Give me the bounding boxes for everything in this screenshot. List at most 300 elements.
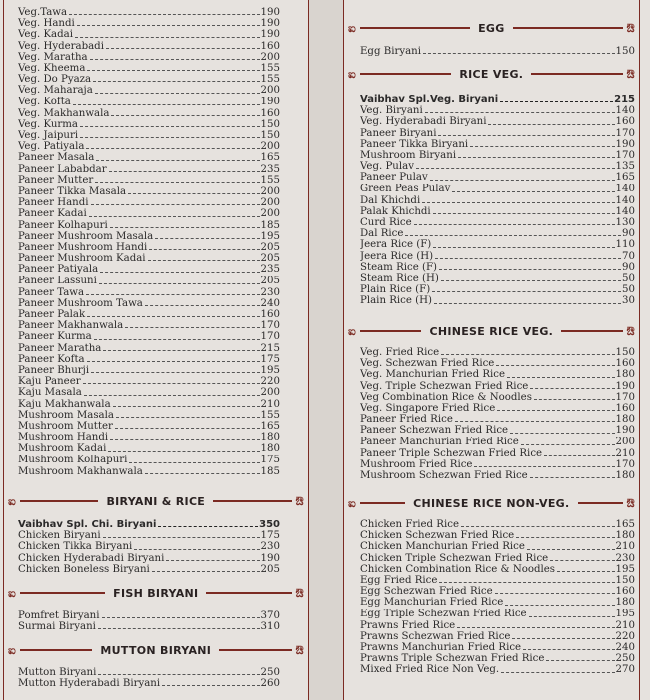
section-heading-egg: ಐ EGG ಔ <box>348 20 636 35</box>
leader-dots <box>103 350 259 351</box>
menu-item-name: Chicken Manchurian Fried Rice <box>360 541 525 553</box>
menu-item-name: Veg. Schezwan Fried Rice <box>360 358 495 370</box>
menu-item-name: Jeera Rice (F) <box>360 239 432 251</box>
menu-item-price: 160 <box>260 309 280 321</box>
leader-dots <box>425 112 615 113</box>
menu-item-name: Surmai Biryani <box>18 621 96 633</box>
leader-dots <box>108 451 259 452</box>
menu-item-price: 155 <box>260 74 280 86</box>
leader-dots <box>103 537 260 538</box>
menu-item-price: 195 <box>615 563 635 575</box>
menu-item <box>18 410 280 421</box>
menu-item <box>18 29 280 40</box>
leader-dots <box>430 180 615 181</box>
menu-item-name: Paneer Mutter <box>18 174 94 186</box>
menu-item-price: 250 <box>260 667 280 678</box>
leader-dots <box>441 280 621 281</box>
menu-item-name: Plain Rice (F) <box>360 284 431 296</box>
menu-item <box>18 365 280 376</box>
leader-dots <box>83 383 260 384</box>
menu-item-price: 150 <box>615 347 635 358</box>
leader-dots <box>75 37 260 38</box>
leader-dots <box>530 388 614 389</box>
menu-item <box>360 358 635 369</box>
leader-dots <box>125 327 259 328</box>
menu-item-name: Veg. Makhanwala <box>18 107 110 119</box>
menu-item <box>360 530 635 541</box>
leader-dots <box>512 638 614 639</box>
menu-item <box>360 642 635 653</box>
menu-item-name: Paneer Tikka Biryani <box>360 138 469 150</box>
leader-dots <box>435 258 621 259</box>
menu-item-price: 240 <box>260 297 280 309</box>
menu-item-name: Paneer Tikka Masala <box>18 186 127 197</box>
menu-item <box>360 195 635 206</box>
menu-item-price: 155 <box>260 174 280 186</box>
menu-item-price: 140 <box>615 205 635 217</box>
leader-dots <box>109 171 260 172</box>
menu-item-price: 160 <box>615 358 635 370</box>
menu-item-name: Veg. Kheema <box>18 62 86 74</box>
menu-item-price: 205 <box>260 275 280 287</box>
menu-item <box>360 620 635 631</box>
menu-item-name: Steam Rice (H) <box>360 273 439 284</box>
menu-item-price: 140 <box>615 105 635 117</box>
chinese-rice-nonveg-list <box>360 519 635 676</box>
menu-item-name: Chicken Tikka Biryani <box>18 541 133 553</box>
menu-item-name: Veg. Hyderabadi <box>18 40 104 52</box>
menu-item-name: Chicken Biryani <box>18 530 101 542</box>
leader-dots <box>423 53 615 54</box>
menu-item-price: 140 <box>615 183 635 195</box>
menu-item <box>360 94 635 105</box>
menu-item <box>360 586 635 597</box>
menu-item <box>360 150 635 161</box>
menu-item <box>360 553 635 564</box>
menu-item-price: 50 <box>622 284 635 296</box>
menu-item-name: Chicken Hyderabadi Biryani <box>18 552 165 564</box>
menu-item-name: Veg. Handi <box>18 18 75 30</box>
menu-item-name: Mushroom Makhanwala <box>18 465 143 477</box>
menu-item <box>18 119 280 130</box>
menu-item <box>360 448 635 459</box>
leader-dots <box>155 238 259 239</box>
section-heading-chinese-rice-nonveg: ಐ CHINESE RICE NON-VEG. ಔ <box>348 495 635 510</box>
menu-item-price: 260 <box>260 678 280 690</box>
leader-dots <box>110 439 259 440</box>
menu-item-price: 210 <box>615 619 635 631</box>
menu-item <box>18 97 280 108</box>
leader-dots <box>439 582 614 583</box>
leader-dots <box>134 549 259 550</box>
menu-item-price: 155 <box>260 409 280 421</box>
menu-item-price: 165 <box>615 519 635 530</box>
menu-item <box>18 264 280 275</box>
leader-dots <box>501 672 614 673</box>
menu-item <box>360 664 635 675</box>
leader-dots <box>128 193 259 194</box>
menu-item-name: Curd Rice <box>360 217 412 229</box>
menu-item-price: 230 <box>260 286 280 298</box>
ornament-left-icon: ಐ <box>8 493 17 508</box>
menu-item-name: Veg. Kadai <box>18 29 73 41</box>
menu-item <box>360 414 635 425</box>
ornament-left-icon: ಐ <box>348 323 357 338</box>
menu-item <box>18 421 280 432</box>
menu-item <box>18 85 280 96</box>
fish-biryani-list <box>18 610 280 632</box>
menu-item <box>18 667 280 678</box>
menu-item-price: 150 <box>260 130 280 142</box>
menu-item-name: Paneer Bhurji <box>18 365 90 376</box>
section-heading-mutton-biryani: ಐ MUTTON BIRYANI ಔ <box>8 642 305 657</box>
ornament-right-icon: ಔ <box>626 323 635 338</box>
leader-dots <box>470 146 614 147</box>
menu-item-name: Jeera Rice (H) <box>360 250 434 262</box>
ornament-right-icon: ಔ <box>295 585 304 600</box>
menu-item-price: 200 <box>260 141 280 153</box>
menu-item-name: Palak Khichdi <box>360 205 431 217</box>
menu-item <box>18 41 280 52</box>
menu-item-price: 195 <box>615 608 635 620</box>
menu-item-price: 170 <box>615 391 635 403</box>
menu-item-name: Prawns Manchurian Fried Rice <box>360 642 522 654</box>
menu-item-name: Paneer Mushroom Tawa <box>18 297 143 309</box>
menu-item-name: Veg. Biryani <box>360 105 423 117</box>
ornament-right-icon: ಔ <box>295 642 305 657</box>
section-heading-rice-veg: ಐ RICE VEG. ಔ <box>348 66 636 81</box>
ornament-right-icon: ಔ <box>626 495 635 510</box>
leader-dots <box>113 406 260 407</box>
leader-dots <box>148 260 260 261</box>
menu-item <box>360 206 635 217</box>
menu-item-price: 200 <box>615 436 635 448</box>
mutton-biryani-list <box>18 667 280 689</box>
menu-item <box>360 161 635 172</box>
menu-item-name: Prawns Fried Rice <box>360 619 456 631</box>
leader-dots <box>505 605 614 606</box>
menu-item-price: 70 <box>622 250 635 262</box>
menu-item-price: 215 <box>260 342 280 354</box>
menu-item-price: 190 <box>260 29 280 41</box>
leader-dots <box>416 168 615 169</box>
menu-item <box>360 392 635 403</box>
menu-item-price: 250 <box>615 653 635 665</box>
menu-item <box>18 276 280 287</box>
menu-item <box>360 459 635 470</box>
menu-item-name: Paneer Palak <box>18 309 86 321</box>
leader-dots <box>497 410 614 411</box>
menu-item <box>18 309 280 320</box>
leader-dots <box>544 455 614 456</box>
leader-dots <box>115 428 260 429</box>
menu-item <box>360 437 635 448</box>
menu-item <box>360 381 635 392</box>
menu-item-price: 200 <box>260 186 280 197</box>
leader-dots <box>84 395 260 396</box>
menu-item-name: Chicken Triple Schezwan Fried Rice <box>360 552 549 564</box>
section-heading-biryani-rice: ಐ BIRYANI & RICE ಔ <box>8 493 304 508</box>
menu-item <box>18 231 280 242</box>
menu-item-price: 150 <box>615 574 635 586</box>
menu-item-price: 240 <box>615 642 635 654</box>
menu-item <box>18 354 280 365</box>
leader-dots <box>90 59 260 60</box>
menu-item-price: 180 <box>615 530 635 542</box>
menu-item-name: Paneer Triple Schezwan Fried Rice <box>360 447 543 459</box>
right-column <box>343 0 640 700</box>
leader-dots <box>438 135 614 136</box>
menu-item-price: 150 <box>260 118 280 130</box>
menu-item <box>360 139 635 150</box>
menu-item-price: 160 <box>615 116 635 128</box>
menu-item-price: 200 <box>260 387 280 399</box>
leader-dots <box>102 617 260 618</box>
ornament-left-icon: ಐ <box>8 642 17 657</box>
leader-dots <box>96 160 259 161</box>
menu-item <box>360 217 635 228</box>
leader-dots <box>434 303 621 304</box>
menu-item-price: 230 <box>615 552 635 564</box>
menu-item-price: 220 <box>615 630 635 642</box>
leader-dots <box>439 269 621 270</box>
leader-dots <box>507 377 615 378</box>
menu-item-name: Plain Rice (H) <box>360 295 432 307</box>
menu-item-name: Vaibhav Spl. Chi. Biryani <box>18 519 157 530</box>
menu-item <box>360 631 635 642</box>
menu-item-price: 210 <box>260 398 280 410</box>
menu-item <box>18 678 280 689</box>
menu-item-price: 370 <box>260 610 280 621</box>
leader-dots <box>550 560 614 561</box>
leader-dots <box>86 148 259 149</box>
menu-item-name: Paneer Masala <box>18 152 95 164</box>
menu-item <box>18 63 280 74</box>
menu-item-price: 170 <box>615 127 635 139</box>
menu-item <box>18 220 280 231</box>
leader-dots <box>99 283 260 284</box>
rice-veg-list <box>360 94 635 307</box>
menu-item <box>18 376 280 387</box>
menu-item-name: Paneer Maratha <box>18 342 102 354</box>
menu-item-price: 170 <box>615 149 635 161</box>
menu-item-price: 160 <box>260 40 280 52</box>
menu-item <box>18 52 280 63</box>
menu-item-name: Chicken Fried Rice <box>360 519 459 530</box>
menu-item-price: 150 <box>615 46 635 57</box>
leader-dots <box>91 204 260 205</box>
menu-item-name: Prawns Triple Schezwan Fried Rice <box>360 653 545 665</box>
menu-item-name: Mushroom Fried Rice <box>360 458 473 470</box>
leader-dots <box>529 616 615 617</box>
menu-item-price: 170 <box>615 458 635 470</box>
leader-dots <box>523 649 614 650</box>
menu-item <box>360 470 635 481</box>
menu-item-price: 195 <box>260 365 280 376</box>
menu-item-name: Paneer Schezwan Fried Rice <box>360 425 509 437</box>
menu-item-price: 135 <box>615 161 635 173</box>
menu-item-price: 155 <box>260 62 280 74</box>
menu-item <box>18 320 280 331</box>
menu-item-name: Prawns Schezwan Fried Rice <box>360 630 511 642</box>
menu-item-price: 170 <box>260 320 280 332</box>
menu-item-name: Paneer Kolhapuri <box>18 219 108 231</box>
leader-dots <box>98 674 259 675</box>
menu-item-name: Paneer Kofta <box>18 353 85 365</box>
menu-item-name: Veg. Jaipuri <box>18 130 79 142</box>
menu-item-price: 160 <box>260 107 280 119</box>
menu-item-price: 310 <box>260 621 280 633</box>
menu-item-price: 170 <box>260 331 280 343</box>
leader-dots <box>474 466 614 467</box>
menu-item-name: Paneer Tawa <box>18 286 85 298</box>
leader-dots <box>129 462 259 463</box>
leader-dots <box>500 101 613 102</box>
leader-dots <box>162 685 259 686</box>
menu-item <box>18 541 280 552</box>
menu-item-name: Egg Biryani <box>360 46 421 57</box>
menu-item-price: 165 <box>260 152 280 164</box>
menu-item-price: 160 <box>615 402 635 414</box>
menu-item-name: Mushroom Handi <box>18 432 109 444</box>
leader-dots <box>527 549 615 550</box>
leader-dots <box>145 473 260 474</box>
menu-item-name: Kaju Masala <box>18 387 82 399</box>
leader-dots <box>95 182 259 183</box>
menu-item-price: 50 <box>622 273 635 284</box>
menu-item-name: Mushroom Mutter <box>18 420 113 432</box>
leader-dots <box>166 560 259 561</box>
leader-dots <box>422 202 614 203</box>
menu-item <box>18 74 280 85</box>
menu-item <box>18 253 280 264</box>
leader-dots <box>496 365 614 366</box>
leader-dots <box>495 593 615 594</box>
menu-item <box>360 403 635 414</box>
menu-item-name: Paneer Mushroom Kadai <box>18 253 146 265</box>
menu-item-price: 190 <box>615 425 635 437</box>
menu-item-name: Veg. Maharaja <box>18 85 93 97</box>
menu-item <box>360 597 635 608</box>
menu-item <box>360 564 635 575</box>
menu-item-price: 195 <box>260 230 280 242</box>
menu-item-name: Kaju Makhanwala <box>18 398 111 410</box>
menu-item <box>360 541 635 552</box>
menu-item <box>360 519 635 530</box>
menu-item <box>18 175 280 186</box>
menu-item <box>360 228 635 239</box>
menu-item-name: Mushroom Kolhapuri <box>18 454 128 466</box>
section-heading-chinese-rice-veg: ಐ CHINESE RICE VEG. ಔ <box>348 323 635 338</box>
menu-item-price: 210 <box>615 541 635 553</box>
menu-item <box>360 262 635 273</box>
menu-item <box>18 343 280 354</box>
menu-item-price: 270 <box>615 664 635 676</box>
leader-dots <box>86 294 259 295</box>
menu-item-price: 200 <box>260 51 280 63</box>
menu-item <box>18 387 280 398</box>
leader-dots <box>87 316 259 317</box>
menu-item <box>360 105 635 116</box>
menu-item-name: Mutton Biryani <box>18 667 97 678</box>
ornament-right-icon: ಔ <box>295 493 304 508</box>
menu-item-price: 130 <box>615 217 635 229</box>
leader-dots <box>158 526 258 527</box>
menu-item <box>18 564 280 575</box>
menu-item-price: 165 <box>615 172 635 184</box>
menu-item-price: 205 <box>260 241 280 253</box>
menu-item-price: 205 <box>260 563 280 575</box>
menu-item-name: Paneer Mushroom Handi <box>18 241 148 253</box>
menu-item-name: Paneer Lababdar <box>18 163 107 175</box>
ornament-left-icon: ಐ <box>348 20 357 35</box>
leader-dots <box>455 421 615 422</box>
menu-item-name: Veg. Kurma <box>18 118 78 130</box>
leader-dots <box>433 213 615 214</box>
menu-item <box>360 425 635 436</box>
leader-dots <box>145 305 260 306</box>
menu-item-price: 180 <box>615 470 635 482</box>
leader-dots <box>116 417 260 418</box>
leader-dots <box>546 660 614 661</box>
biryani-rice-list <box>18 519 280 575</box>
menu-item <box>18 432 280 443</box>
menu-item <box>360 295 635 306</box>
leader-dots <box>534 399 615 400</box>
menu-item-price: 180 <box>615 369 635 381</box>
menu-item <box>18 141 280 152</box>
menu-item <box>18 164 280 175</box>
menu-item <box>360 172 635 183</box>
menu-item <box>18 197 280 208</box>
menu-item-price: 210 <box>615 447 635 459</box>
menu-item <box>360 239 635 250</box>
leader-dots <box>405 235 621 236</box>
section-heading-fish-biryani: ಐ FISH BIRYANI ಔ <box>8 585 304 600</box>
leader-dots <box>432 291 621 292</box>
menu-item-price: 190 <box>260 552 280 564</box>
menu-item <box>18 242 280 253</box>
leader-dots <box>87 70 259 71</box>
veg-main-list <box>18 7 280 477</box>
menu-item-price: 205 <box>260 253 280 265</box>
leader-dots <box>521 444 615 445</box>
leader-dots <box>94 339 260 340</box>
menu-item-name: Paneer Handi <box>18 197 89 209</box>
leader-dots <box>433 247 614 248</box>
leader-dots <box>77 25 260 26</box>
ornament-left-icon: ಐ <box>348 495 357 510</box>
leader-dots <box>152 571 260 572</box>
menu-item-name: Chicken Combination Rice & Noodles <box>360 563 556 575</box>
menu-item-name: Veg. Hyderabadi Biryani <box>360 116 487 128</box>
menu-item-price: 180 <box>260 443 280 455</box>
menu-item-name: Mixed Fried Rice Non Veg. <box>360 664 500 676</box>
menu-item-price: 235 <box>260 264 280 276</box>
leader-dots <box>91 372 259 373</box>
menu-item-name: Egg Triple Schezwan Fried Rice <box>360 608 527 620</box>
menu-item-price: 180 <box>260 432 280 444</box>
menu-item <box>18 399 280 410</box>
menu-item <box>360 46 635 57</box>
leader-dots <box>100 272 259 273</box>
menu-item-name: Dal Khichdi <box>360 194 421 206</box>
menu-item-price: 180 <box>615 597 635 609</box>
leader-dots <box>516 537 614 538</box>
menu-item <box>360 128 635 139</box>
leader-dots <box>95 93 260 94</box>
egg-list <box>360 46 635 57</box>
